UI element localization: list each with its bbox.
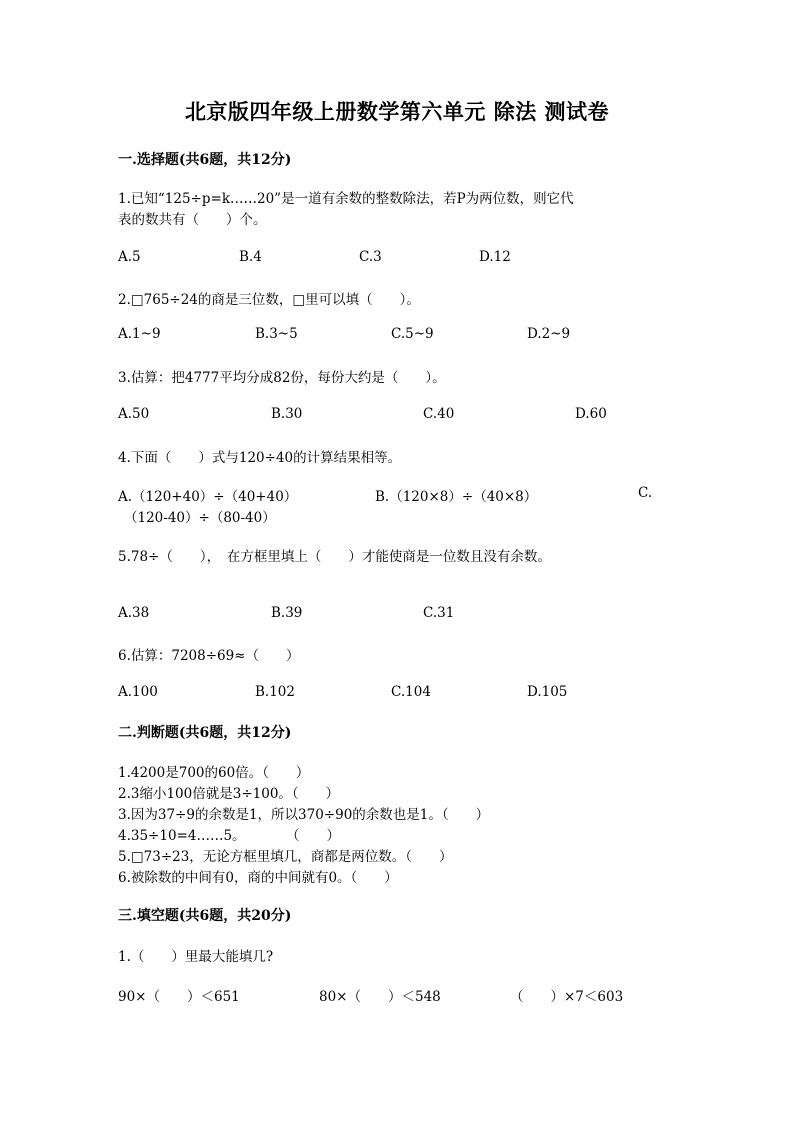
section-heading-judge: 二.判断题(共6题，共12分) — [118, 725, 292, 741]
q3-option-c: C.40 — [423, 406, 455, 422]
question-6: 6.估算：7208÷69≈（ ） — [118, 648, 300, 664]
question-1-line-2: 表的数共有（ ）个。 — [118, 212, 267, 228]
section-heading-choice: 一.选择题(共6题，共12分) — [118, 152, 292, 168]
question-1-line-1: 1.已知“125÷p=k……20”是一道有余数的整数除法，若P为两位数，则它代 — [118, 191, 574, 207]
question-4: 4.下面（ ）式与120÷40的计算结果相等。 — [118, 450, 402, 466]
q6-option-a: A.100 — [118, 684, 158, 700]
q2-option-c: C.5~9 — [391, 326, 434, 342]
q5-option-b: B.39 — [271, 605, 303, 621]
question-3: 3.估算：把4777平均分成82份，每份大约是（ ）。 — [118, 370, 446, 386]
judge-item-6: 6.被除数的中间有0，商的中间就有0。（ ） — [118, 870, 398, 886]
q4-option-b: B.（120×8）÷（40×8） — [375, 489, 538, 505]
q4-option-c: （120-40）÷（80-40） — [124, 510, 276, 526]
q2-option-d: D.2~9 — [527, 326, 571, 342]
q4-option-a: A.（120+40）÷（40+40） — [118, 489, 298, 505]
q3-option-d: D.60 — [575, 406, 607, 422]
question-5: 5.78÷（ ）， 在方框里填上（ ）才能使商是一位数且没有余数。 — [118, 549, 551, 565]
q6-option-b: B.102 — [255, 684, 295, 700]
q1-option-a: A.5 — [118, 249, 141, 265]
q1-option-d: D.12 — [479, 249, 511, 265]
fill-expression-3: （ ）×7＜603 — [510, 989, 624, 1005]
section-heading-fill: 三.填空题(共6题，共20分) — [118, 908, 292, 924]
q3-option-b: B.30 — [271, 406, 303, 422]
q2-option-b: B.3~5 — [255, 326, 298, 342]
judge-item-3: 3.因为37÷9的余数是1，所以370÷90的余数也是1。（ ） — [118, 807, 490, 823]
judge-item-2: 2.3缩小100倍就是3÷100。（ ） — [118, 786, 340, 802]
fill-expression-2: 80×（ ）＜548 — [319, 989, 441, 1005]
q6-option-c: C.104 — [391, 684, 431, 700]
q1-option-c: C.3 — [359, 249, 382, 265]
q2-option-a: A.1~9 — [118, 326, 161, 342]
fill-question-1: 1.（ ）里最大能填几? — [118, 949, 274, 965]
q6-option-d: D.105 — [527, 684, 568, 700]
q5-option-c: C.31 — [423, 605, 455, 621]
q1-option-b: B.4 — [239, 249, 262, 265]
judge-item-1: 1.4200是700的60倍。（ ） — [118, 765, 310, 781]
judge-item-5: 5.□73÷23，无论方框里填几，商都是两位数。（ ） — [118, 849, 453, 865]
q5-option-a: A.38 — [118, 605, 150, 621]
judge-item-4: 4.35÷10=4……5。 （ ） — [118, 828, 341, 844]
q4-option-c-label: C. — [638, 485, 653, 501]
fill-expression-1: 90×（ ）＜651 — [118, 989, 240, 1005]
page-title: 北京版四年级上册数学第六单元 除法 测试卷 — [184, 99, 610, 124]
question-2: 2.□765÷24的商是三位数，□里可以填（ ）。 — [118, 292, 420, 308]
q3-option-a: A.50 — [118, 406, 150, 422]
